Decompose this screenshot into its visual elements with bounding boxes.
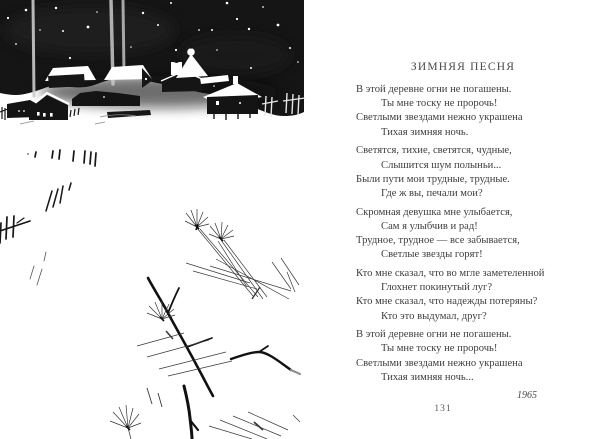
- poem-line: В этой деревне огни не погашены.: [356, 84, 512, 95]
- bell-tower-dome: [174, 57, 180, 63]
- poem-title: ЗИМНЯЯ ПЕСНЯ: [410, 61, 516, 73]
- poem-line: Ты мне тоску не пророчь!: [381, 343, 498, 355]
- bell-tower: [171, 62, 182, 75]
- poem-line: Светлыми звездами нежно украшена: [356, 357, 523, 369]
- poem-line: В этой деревне огни не погашены.: [356, 329, 512, 341]
- umbel: [209, 222, 234, 241]
- poem-line: Тихая зимняя ночь.: [381, 126, 469, 138]
- poem-line: Скромная девушка мне улыбается,: [356, 206, 513, 218]
- house-stilts: [214, 113, 250, 120]
- poem-line: Где ж вы, печали мои?: [381, 187, 483, 199]
- poem-line: Тихая зимняя ночь...: [381, 371, 474, 383]
- poem-stanza: [356, 328, 570, 385]
- barn: [7, 100, 37, 118]
- page-number: 131: [434, 404, 452, 414]
- poem-stanza: [356, 206, 570, 263]
- right-page: [356, 0, 570, 439]
- umbel: [185, 209, 209, 230]
- umbel: [110, 405, 141, 439]
- house-wall: [48, 74, 85, 88]
- church-dome: [187, 48, 195, 56]
- grass-strokes: [137, 228, 300, 439]
- chimney: [233, 76, 238, 84]
- poem-line: Кто это выдумал, друг?: [381, 310, 487, 322]
- poem-line: Светлыми звездами нежно украшена: [356, 112, 523, 124]
- poem-line: Слышится шум полыньи...: [381, 159, 502, 171]
- snow-field-fence-posts: [0, 150, 96, 285]
- poem-line: Глохнет покинутый луг?: [381, 282, 493, 294]
- poem-line: Светлые звезды горят!: [381, 249, 483, 261]
- poem-line: Ты мне тоску не пророчь!: [381, 98, 498, 110]
- poem-body: [356, 83, 570, 385]
- house-wall: [207, 95, 258, 114]
- poem-line: Трудное, трудное — все забывается,: [356, 235, 520, 247]
- poem-line: Кто мне сказал, что надежды потеряны?: [356, 296, 538, 308]
- poem-line: Кто мне сказал, что во мгле заметеленной: [356, 267, 545, 279]
- poem-stanza: [356, 267, 570, 324]
- branches: [148, 278, 300, 439]
- poem-stanza: [356, 144, 570, 201]
- poem-year: 1965: [517, 389, 537, 401]
- poem-stanza: [356, 83, 570, 140]
- poem-line: Сам я улыбчив и рад!: [381, 220, 478, 232]
- poem-line: Были пути мои трудные, трудные.: [356, 173, 510, 185]
- poem-line: Светятся, тихие, светятся, чудные,: [356, 145, 512, 157]
- log-on-snow: [107, 110, 151, 118]
- dried-umbel-plants: [110, 209, 234, 439]
